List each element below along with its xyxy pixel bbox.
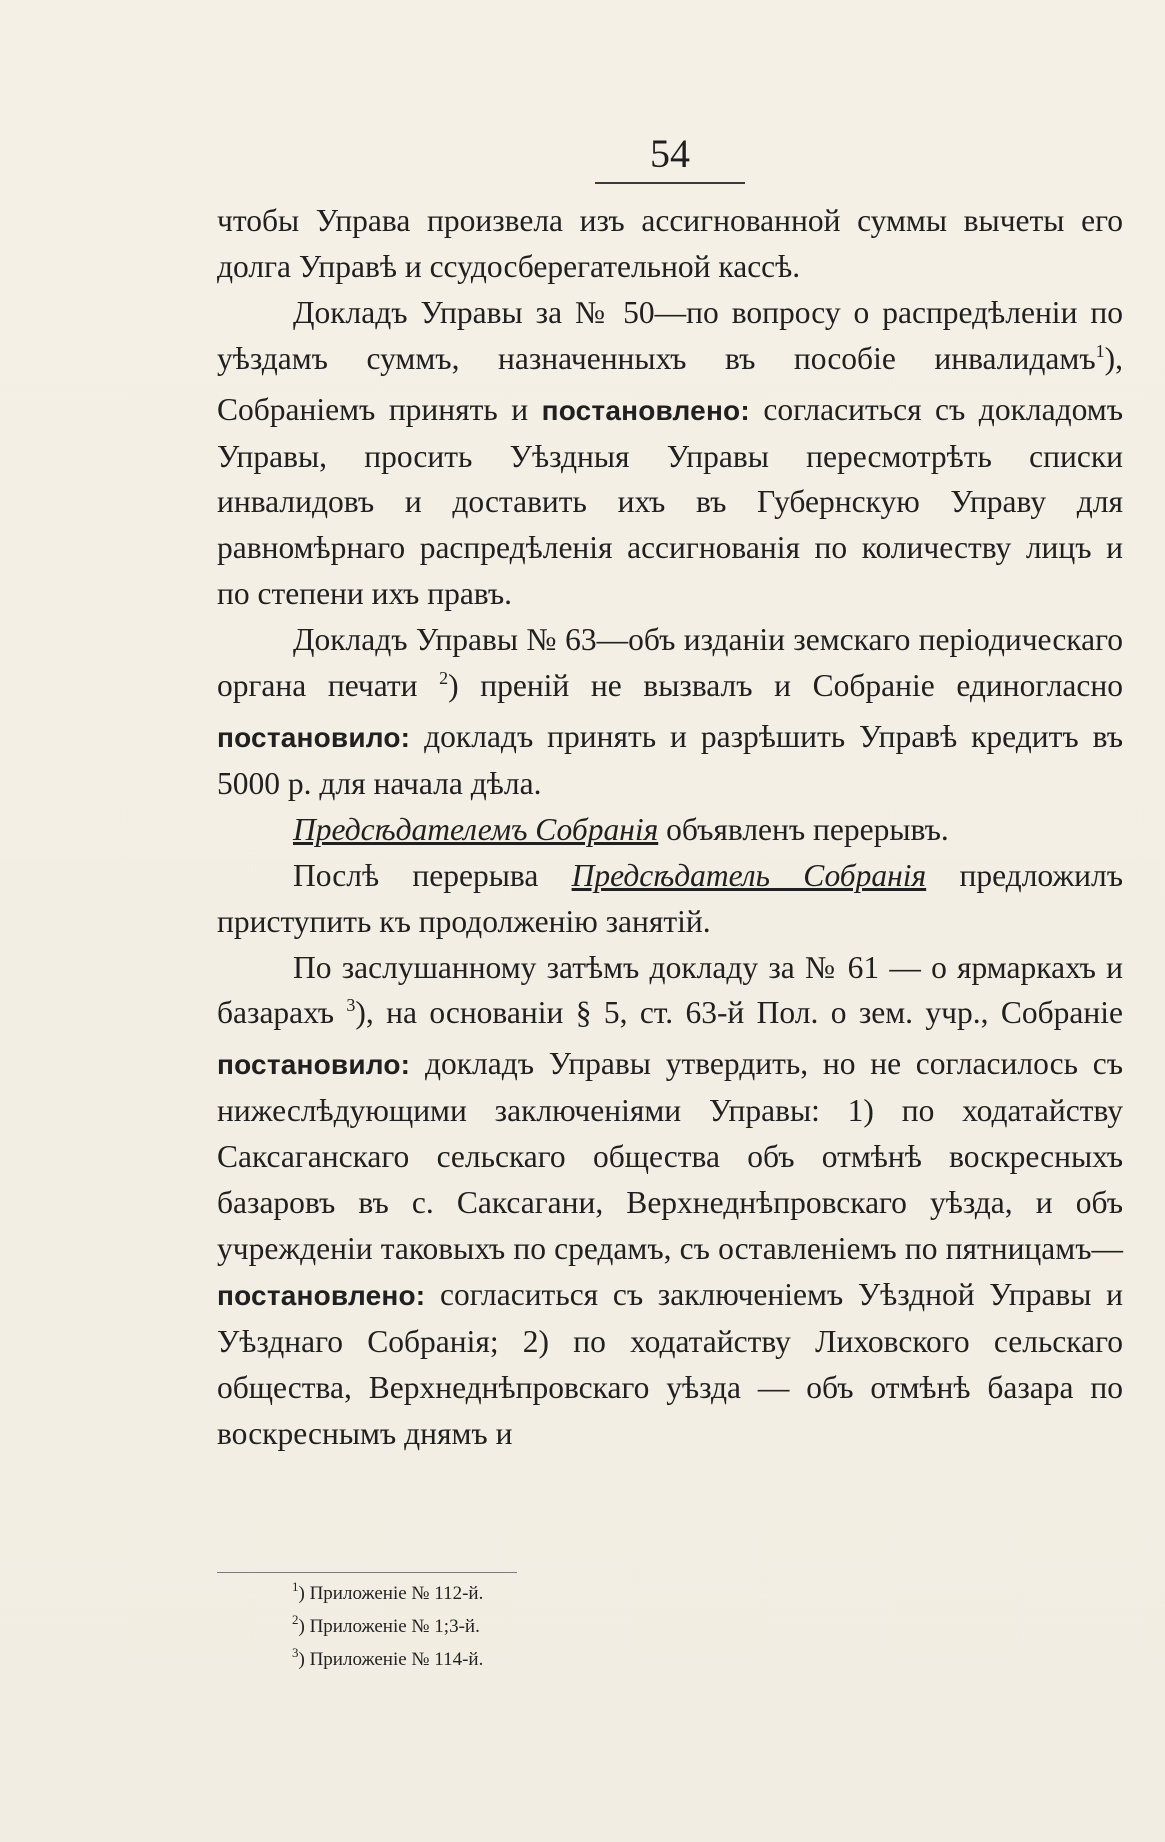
footnote-ref-2: 2	[439, 668, 449, 689]
footnotes	[292, 1578, 692, 1677]
paragraph-3-text-b: ) преній не вызвалъ и Собраніе единогласно	[448, 668, 1123, 704]
chairman-title: Предсѣдателемъ Собранія	[293, 811, 659, 847]
footnote-number: 1	[292, 1579, 299, 1594]
body-text	[217, 198, 1123, 1456]
paragraph-5-text-b: предложилъ приступить къ продолженію занятій.	[217, 857, 1124, 939]
paragraph-6	[217, 945, 1123, 1457]
resolution-keyword: постановлено:	[217, 1279, 426, 1311]
paragraph-6-text-a: По заслушанному затѣмъ докладу за № 61 — о ярмаркахъ и базарахъ	[217, 949, 1123, 1031]
paragraph-6-text-c: докладъ Управы утвердить, но не согласилось съ нижеслѣдующими заключеніями Управы: 1) по ходатайству Саксаганскаго сельскаго общества объ отмѣнѣ воскресныхъ базаровъ въ с. Саксагани, Верхнеднѣпровскаго уѣзда, и объ учрежденіи таковыхъ по средамъ, съ оставленіемъ по пятницамъ—	[217, 1046, 1123, 1266]
footnote-text: ) Приложеніе № 114-й.	[298, 1649, 484, 1670]
footnote-number: 2	[292, 1612, 299, 1627]
paragraph-2-text-c: согласиться съ докладомъ Управы, просить Уѣздныя Управы пересмотрѣть списки инвалидовъ и доставить ихъ въ Губернскую Управу для равномѣрнаго распредѣленія ассигнованія по количеству лицъ и по степени ихъ правъ.	[217, 391, 1123, 612]
paragraph-1-text: чтобы Управа произвела изъ ассигнованной суммы вычеты его долга Управѣ и ссудосберегательной кассѣ.	[217, 203, 1123, 284]
footnote-number: 3	[292, 1645, 299, 1660]
paragraph-6-text-b: ), на основаніи § 5, ст. 63-й Пол. о зем. учр., Собраніе	[355, 995, 1123, 1031]
resolution-keyword: постановило:	[217, 721, 411, 753]
paragraph-4-text: объявленъ перерывъ.	[658, 811, 949, 847]
chairman-title: Предсѣдатель Собранія	[571, 857, 927, 893]
paragraph-6-text-d: согласиться съ заключеніемъ Уѣздной Управы и Уѣзднаго Собранія; 2) по ходатайству Лиховского сельскаго общества, Верхнеднѣпровскаго уѣзда — объ отмѣнѣ базара по воскреснымъ днямъ и	[217, 1276, 1123, 1451]
paragraph-5	[217, 853, 1123, 945]
paragraph-2-text-b: ), Собраніемъ принять и	[217, 340, 1123, 427]
paragraph-3-text-a: Докладъ Управы № 63—объ изданіи земскаго періодическаго органа печати	[217, 622, 1123, 704]
page-number: 54	[595, 130, 745, 184]
footnote-divider	[217, 1572, 517, 1573]
paragraph-3-text-c: докладъ принять и разрѣшить Управѣ кредитъ въ 5000 р. для начала дѣла.	[217, 718, 1123, 801]
paragraph-2-text-a: Докладъ Управы за № 50—по вопросу о распредѣленіи по уѣздамъ суммъ, назначенныхъ въ пособіе инвалидамъ	[217, 294, 1123, 376]
resolution-keyword: постановило:	[217, 1049, 411, 1081]
footnote-item	[292, 1578, 692, 1611]
resolution-keyword: постановлено:	[541, 394, 750, 426]
footnote-item	[292, 1611, 692, 1644]
footnote-text: ) Приложеніе № 112-й.	[298, 1583, 484, 1604]
paragraph-4	[217, 807, 1123, 853]
footnote-ref-1: 1	[1095, 340, 1105, 361]
paragraph-1	[217, 198, 1123, 290]
footnote-text: ) Приложеніе № 1;3-й.	[298, 1616, 480, 1637]
paragraph-5-text-a: Послѣ перерыва	[293, 857, 572, 893]
footnote-item	[292, 1644, 692, 1677]
paragraph-2	[217, 290, 1123, 617]
footnote-ref-3: 3	[346, 995, 356, 1016]
paragraph-3	[217, 617, 1123, 807]
